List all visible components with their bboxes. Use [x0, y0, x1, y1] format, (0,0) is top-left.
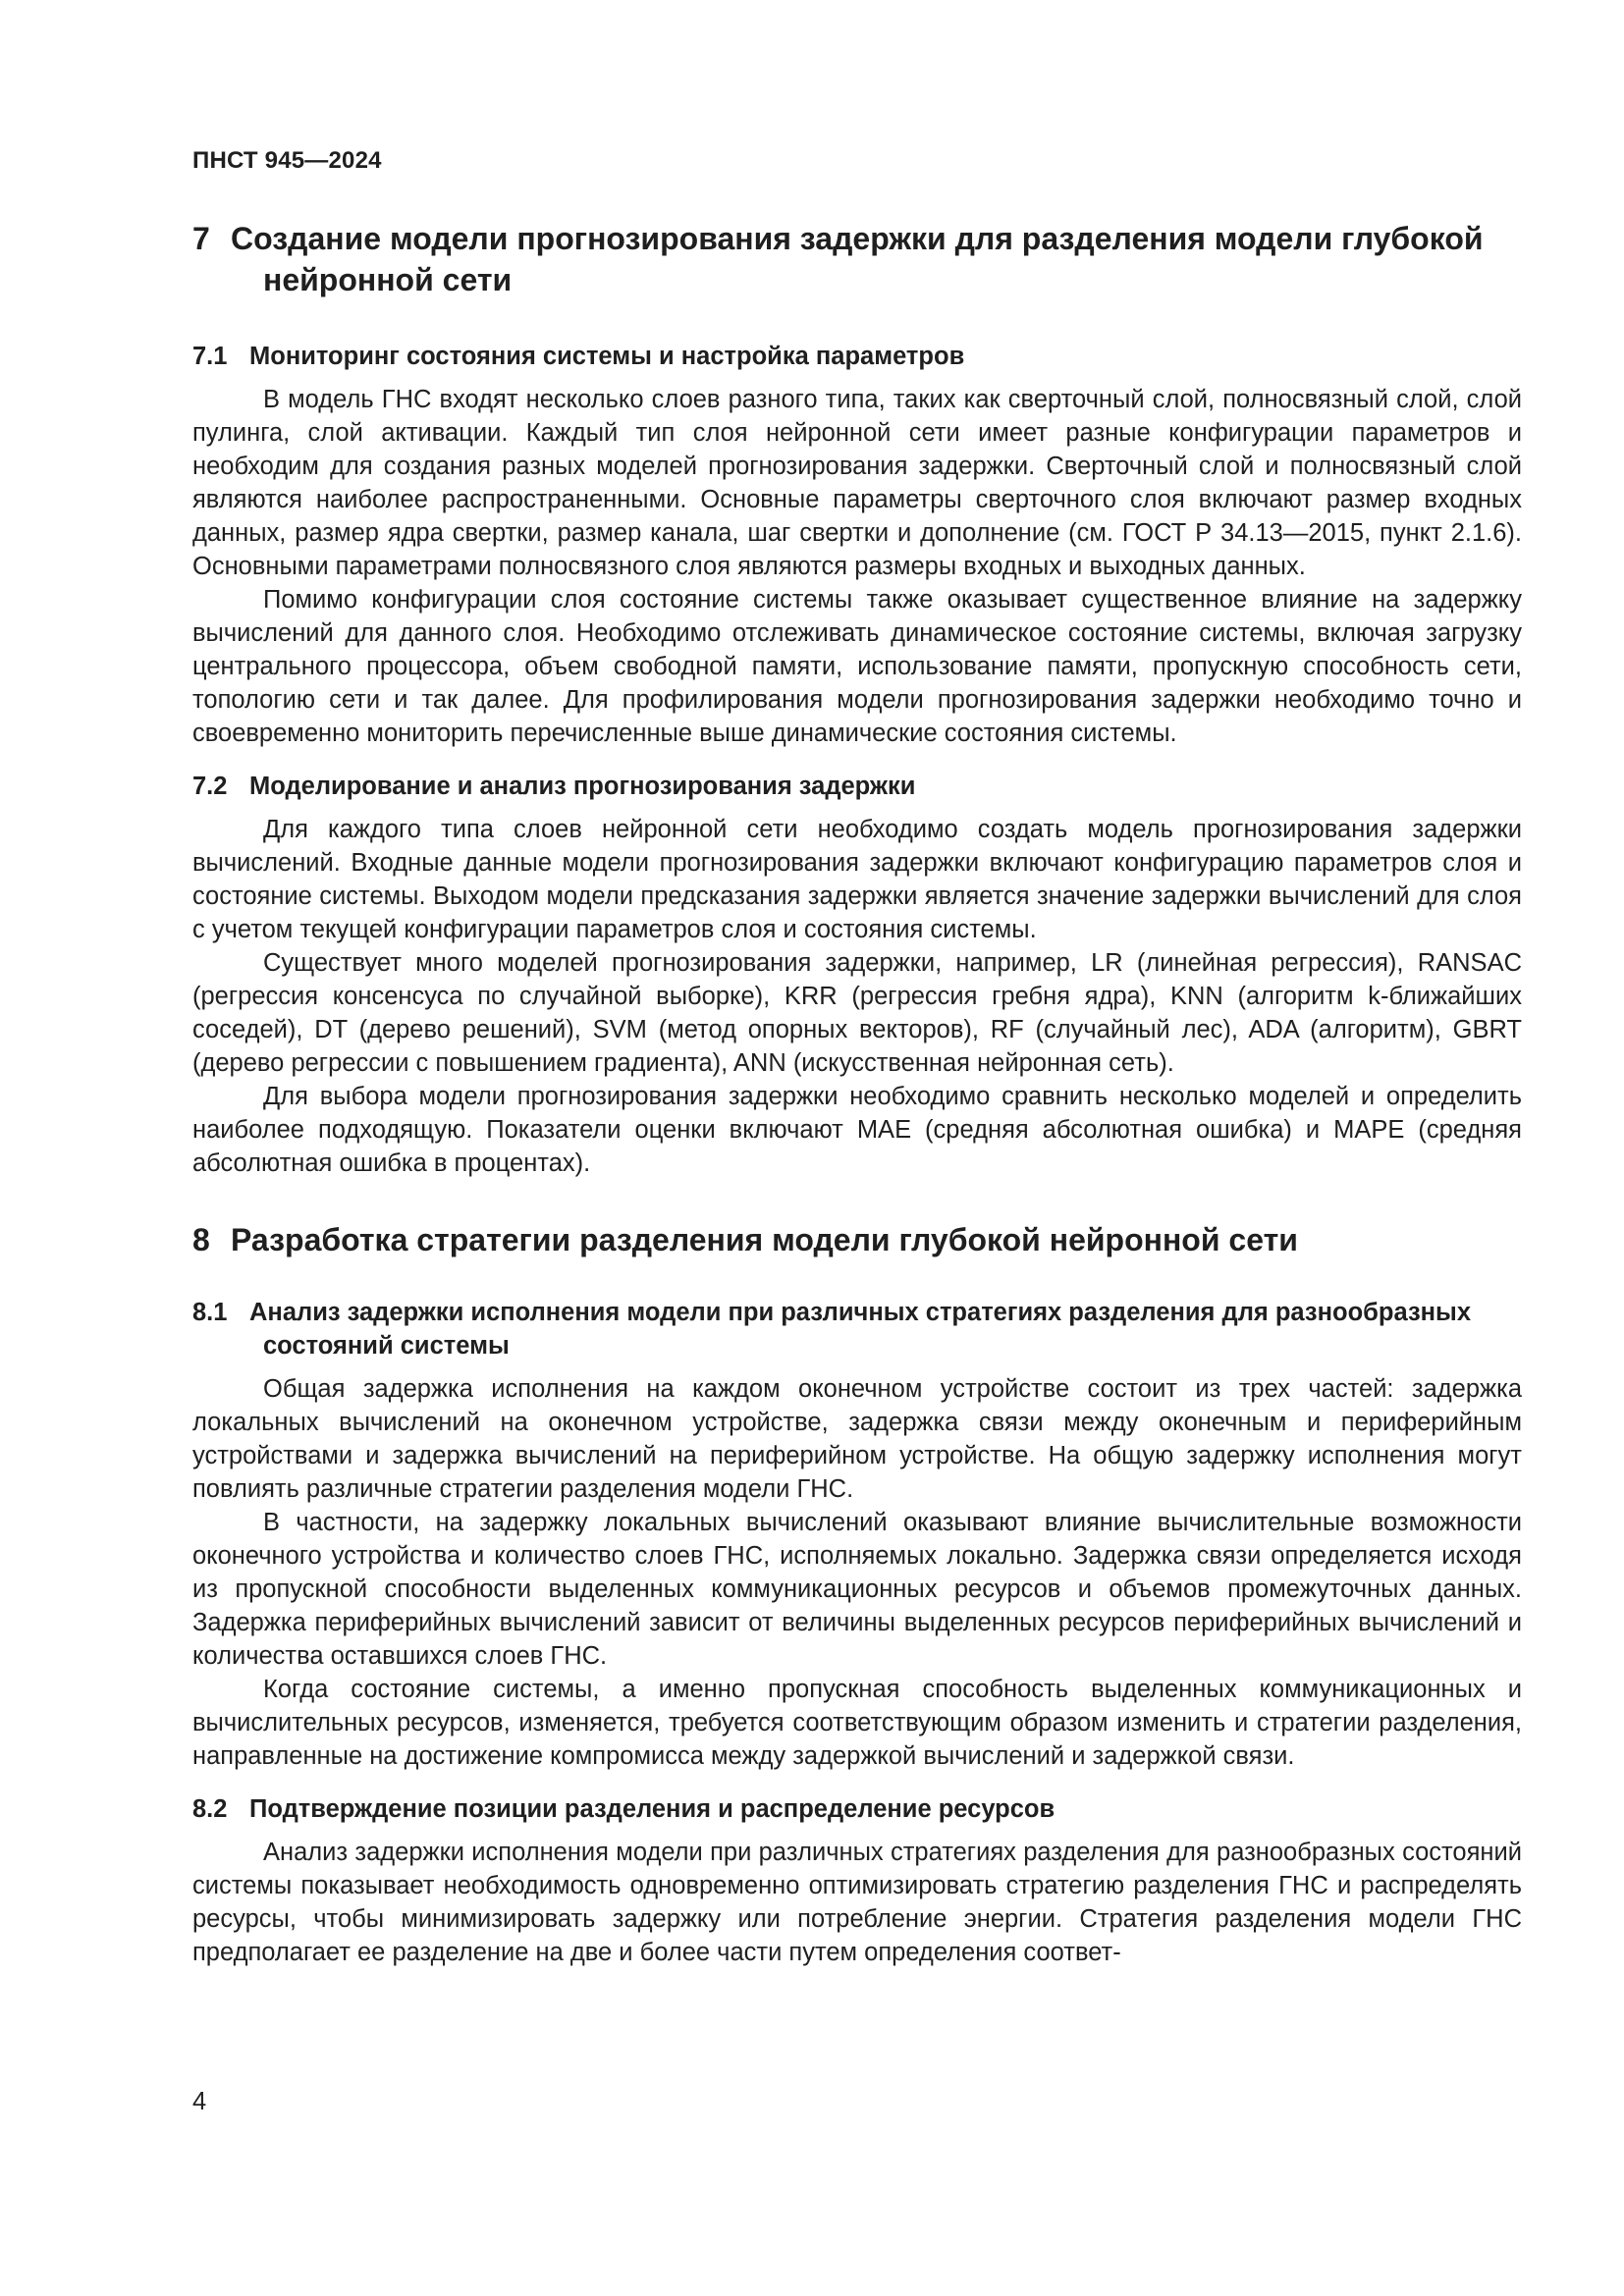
paragraph-8-1-1: Общая задержка исполнения на каждом оконечном устройстве состоит из трех частей: задержка локальных вычислений на оконечном устройстве, задержка связи между оконечным и периферийным устройствами и задержка вычислений на периферийном устройстве. На общую задержку исполнения могут повлиять различные стратегии разделения модели ГНС.: [192, 1375, 1522, 1503]
paragraph-7-1-2: Помимо конфигурации слоя состояние системы также оказывает существенное влияние на задержку вычислений для данного слоя. Необходимо отслеживать динамическое состояние системы, включая загрузку центрального процессора, объем свободной памяти, использование памяти, пропускную способность сети, топологию сети и так далее. Для профилирования модели прогнозирования задержки необходимо точно и своевременно мониторить перечисленные выше динамические состояния системы.: [192, 586, 1522, 747]
paragraph-8-1-3: Когда состояние системы, а именно пропускная способность выделенных коммуникационных и вычислительных ресурсов, изменяется, требуется соответствующим образом изменить и стратегии разделения, направленные на достижение компромисса между задержкой вычислений и задержкой связи.: [192, 1676, 1522, 1770]
paragraph-7-2-2: Существует много моделей прогнозирования задержки, например, LR (линейная регрессия), RANSAC (регрессия консенсуса по случайной выборке), KRR (регрессия гребня ядра), KNN (алгоритм k-ближайших соседей), DT (дерево решений), SVM (метод опорных векторов), RF (случайный лес), ADA (алгоритм), GBRT (дерево регрессии с повышением градиента), ANN (искусственная нейронная сеть).: [192, 949, 1522, 1077]
subsection-7-1-title: Мониторинг состояния системы и настройка параметров: [249, 343, 965, 370]
document-code: ПНСТ 945—2024: [192, 147, 382, 174]
subsection-8-1-number: 8.1: [192, 1299, 228, 1326]
paragraph-8-1-2: В частности, на задержку локальных вычислений оказывают влияние вычислительные возможности оконечного устройства и количество слоев ГНС, исполняемых локально. Задержка связи определяется исходя из пропускной способности выделенных коммуникационных ресурсов и объемов промежуточных данных. Задержка периферийных вычислений зависит от величины выделенных ресурсов периферийных вычислений и количества оставшихся слоев ГНС.: [192, 1509, 1522, 1670]
section-7-heading: [192, 218, 1522, 300]
page-number: 4: [192, 2088, 207, 2115]
subsection-8-2-number: 8.2: [192, 1795, 228, 1823]
subsection-8-2-heading: [192, 1792, 1522, 1826]
section-8-title: Разработка стратегии разделения модели глубокой нейронной сети: [231, 1222, 1298, 1257]
subsection-7-2-heading: [192, 770, 1522, 803]
paragraph-7-2-1: Для каждого типа слоев нейронной сети необходимо создать модель прогнозирования задержки вычислений. Входные данные модели прогнозирования задержки включают конфигурацию параметров слоя и состояние системы. Выходом модели предсказания задержки является значение задержки вычислений для слоя с учетом текущей конфигурации параметров слоя и состояния системы.: [192, 816, 1522, 943]
paragraph-7-1-1: В модель ГНС входят несколько слоев разного типа, таких как сверточный слой, полносвязный слой, слой пулинга, слой активации. Каждый тип слоя нейронной сети имеет разные конфигурации параметров и необходим для создания разных моделей прогнозирования задержки. Сверточный слой и полносвязный слой являются наиболее распространенными. Основные параметры сверточного слоя включают размер входных данных, размер ядра свертки, размер канала, шаг свертки и дополнение (см. ГОСТ Р 34.13—2015, пункт 2.1.6). Основными параметрами полносвязного слоя являются размеры входных и выходных данных.: [192, 386, 1522, 580]
subsection-7-1-number: 7.1: [192, 343, 228, 370]
page-content: [192, 218, 1522, 1969]
section-8-heading: [192, 1219, 1522, 1260]
section-7-title: Создание модели прогнозирования задержки для разделения модели глубокой нейронной сети: [231, 221, 1484, 297]
section-8-number: 8: [192, 1222, 210, 1257]
subsection-7-2-number: 7.2: [192, 773, 228, 800]
subsection-7-1-heading: [192, 340, 1522, 373]
subsection-7-2-title: Моделирование и анализ прогнозирования задержки: [249, 773, 916, 800]
subsection-8-1-heading: [192, 1296, 1522, 1362]
paragraph-8-2-1: Анализ задержки исполнения модели при различных стратегиях разделения для разнообразных состояний системы показывает необходимость одновременно оптимизировать стратегию разделения ГНС и распределять ресурсы, чтобы минимизировать задержку или потребление энергии. Стратегия разделения модели ГНС предполагает ее разделение на две и более части путем определения соответ-: [192, 1839, 1522, 1966]
subsection-8-2-title: Подтверждение позиции разделения и распределение ресурсов: [249, 1795, 1056, 1823]
section-7-number: 7: [192, 221, 210, 256]
subsection-8-1-title: Анализ задержки исполнения модели при различных стратегиях разделения для разнообразных состояний системы: [249, 1299, 1472, 1360]
paragraph-7-2-3: Для выбора модели прогнозирования задержки необходимо сравнить несколько моделей и определить наиболее подходящую. Показатели оценки включают MAE (средняя абсолютная ошибка) и MAPE (средняя абсолютная ошибка в процентах).: [192, 1083, 1522, 1177]
